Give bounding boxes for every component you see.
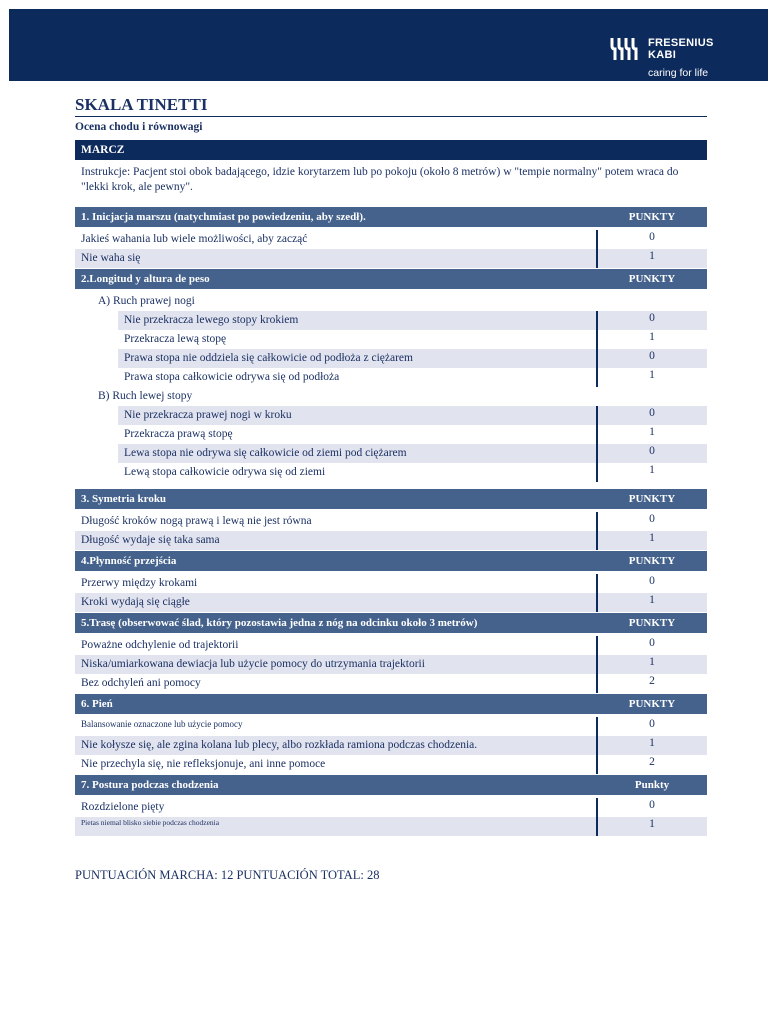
row-label: Bez odchyleń ani pomocy [81, 677, 201, 689]
row-score: 0 [649, 407, 655, 419]
row-score: 1 [649, 656, 655, 668]
section-label-bar: MARCZ [75, 140, 707, 160]
row-label: Nie kołysze się, ale zgina kolana lub plecy, albo rozkłada ramiona podczas chodzenia. [81, 739, 478, 751]
row-score: 0 [649, 445, 655, 457]
logo-line-1: FRESENIUS [648, 37, 714, 49]
section-spacer [75, 482, 707, 488]
row-score: 0 [649, 513, 655, 525]
score-row [75, 249, 707, 268]
row-label: Balansowanie oznaczone lub użycie pomocy [81, 719, 243, 729]
logo-tagline: caring for life [648, 67, 709, 79]
subgroup-label: A) Ruch prawej nogi [98, 295, 195, 307]
row-label: Prawa stopa całkowicie odrywa się od podłoża [124, 371, 340, 383]
section-title: 3. Symetria kroku [81, 493, 167, 505]
points-header: PUNKTY [628, 555, 676, 567]
section-title: 2.Longitud y altura de peso [81, 273, 210, 285]
points-header: PUNKTY [628, 273, 676, 285]
score-sections [75, 207, 707, 836]
points-header: Punkty [634, 779, 670, 791]
page-header [9, 9, 768, 81]
row-label: Kroki wydają się ciągłe [81, 596, 190, 608]
row-score: 1 [649, 737, 655, 749]
page-subtitle: Ocena chodu i równowagi [75, 121, 203, 133]
points-header: PUNKTY [628, 698, 676, 710]
row-score: 1 [649, 331, 655, 343]
row-label: Przekracza prawą stopę [124, 428, 233, 440]
row-label: Długość wydaje się taka sama [81, 534, 220, 546]
section-items [75, 509, 707, 550]
section-header [75, 489, 707, 509]
score-row [75, 817, 707, 836]
subgroup-label: B) Ruch lewej stopy [98, 390, 193, 402]
row-label: Poważne odchylenie od trajektorii [81, 639, 239, 651]
row-label: Niska/umiarkowana dewiacja lub użycie pomocy do utrzymania trajektorii [81, 658, 425, 670]
row-label: Lewą stopa całkowicie odrywa się od ziemi [124, 466, 326, 478]
score-row [75, 674, 707, 693]
section-items [75, 714, 707, 774]
section-header [75, 551, 707, 571]
row-score: 0 [649, 231, 655, 243]
row-label: Nie przechyla się, nie refleksjonuje, ani inne pomoce [81, 758, 326, 770]
row-label: Lewa stopa nie odrywa się całkowicie od ziemi pod ciężarem [124, 447, 407, 459]
section-header [75, 269, 707, 289]
row-label: Rozdzielone pięty [81, 801, 165, 813]
row-label: Nie waha się [81, 252, 141, 264]
row-score: 1 [649, 426, 655, 438]
section-title: 6. Pień [81, 698, 113, 710]
section-header [75, 207, 707, 227]
row-score: 1 [649, 464, 655, 476]
points-header: PUNKTY [628, 617, 676, 629]
row-score: 1 [649, 250, 655, 262]
document-content [75, 95, 707, 836]
section-items [75, 289, 707, 488]
section-items [75, 227, 707, 268]
score-row [75, 593, 707, 612]
section-header [75, 613, 707, 633]
section-title: 5.Trasę (obserwować ślad, który pozostawia jedna z nóg na odcinku około 3 metrów) [81, 617, 478, 629]
row-score: 0 [649, 575, 655, 587]
row-score: 1 [649, 532, 655, 544]
logo-text [648, 37, 714, 61]
row-score: 2 [649, 756, 655, 768]
points-header: PUNKTY [628, 211, 676, 223]
subgroup-items [75, 311, 707, 387]
title-rule [75, 116, 707, 117]
row-label: Pietas niemal blisko siebie podczas chodzenia [81, 818, 220, 827]
score-summary: PUNTUACIÓN MARCHA: 12 PUNTUACIÓN TOTAL: 28 [75, 868, 380, 882]
row-score: 0 [649, 799, 655, 811]
section-items [75, 571, 707, 612]
row-score: 1 [649, 594, 655, 606]
logo-line-2: KABI [648, 49, 677, 61]
row-score: 0 [649, 312, 655, 324]
score-row [118, 463, 707, 482]
score-row [75, 531, 707, 550]
row-label: Nie przekracza prawej nogi w kroku [124, 409, 292, 421]
fresenius-logo-icon [609, 36, 639, 62]
points-header: PUNKTY [628, 493, 676, 505]
section-title: 7. Postura podczas chodzenia [81, 779, 219, 791]
row-score: 1 [649, 369, 655, 381]
page-title: SKALA TINETTI [75, 95, 208, 114]
section-header [75, 775, 707, 795]
row-label: Jakieś wahania lub wiele możliwości, aby zacząć [81, 233, 308, 245]
row-label: Przekracza lewą stopę [124, 333, 227, 345]
row-label: Prawa stopa nie oddziela się całkowicie od podłoża z ciężarem [124, 352, 413, 364]
instructions-text: Instrukcje: Pacjent stoi obok badającego, idzie korytarzem lub po pokoju (około 8 metrów) w "tempie normalny" potem wraca do "lekki krok, ale pewny". [81, 166, 679, 193]
row-score: 0 [649, 350, 655, 362]
row-label: Nie przekracza lewego stopy krokiem [124, 314, 299, 326]
section-items [75, 633, 707, 693]
subgroup-items [75, 406, 707, 482]
score-row [75, 755, 707, 774]
row-score: 2 [649, 675, 655, 687]
row-score: 1 [649, 818, 655, 830]
section-items [75, 795, 707, 836]
row-label: Długość kroków nogą prawą i lewą nie jest równa [81, 515, 312, 527]
row-score: 0 [649, 637, 655, 649]
section-title: 1. Inicjacja marszu (natychmiast po powiedzeniu, aby szedł). [81, 211, 366, 223]
section-header [75, 694, 707, 714]
section-title: 4.Płynność przejścia [81, 555, 177, 567]
row-score: 0 [649, 718, 655, 730]
score-row [118, 368, 707, 387]
row-label: Przerwy między krokami [81, 577, 198, 589]
